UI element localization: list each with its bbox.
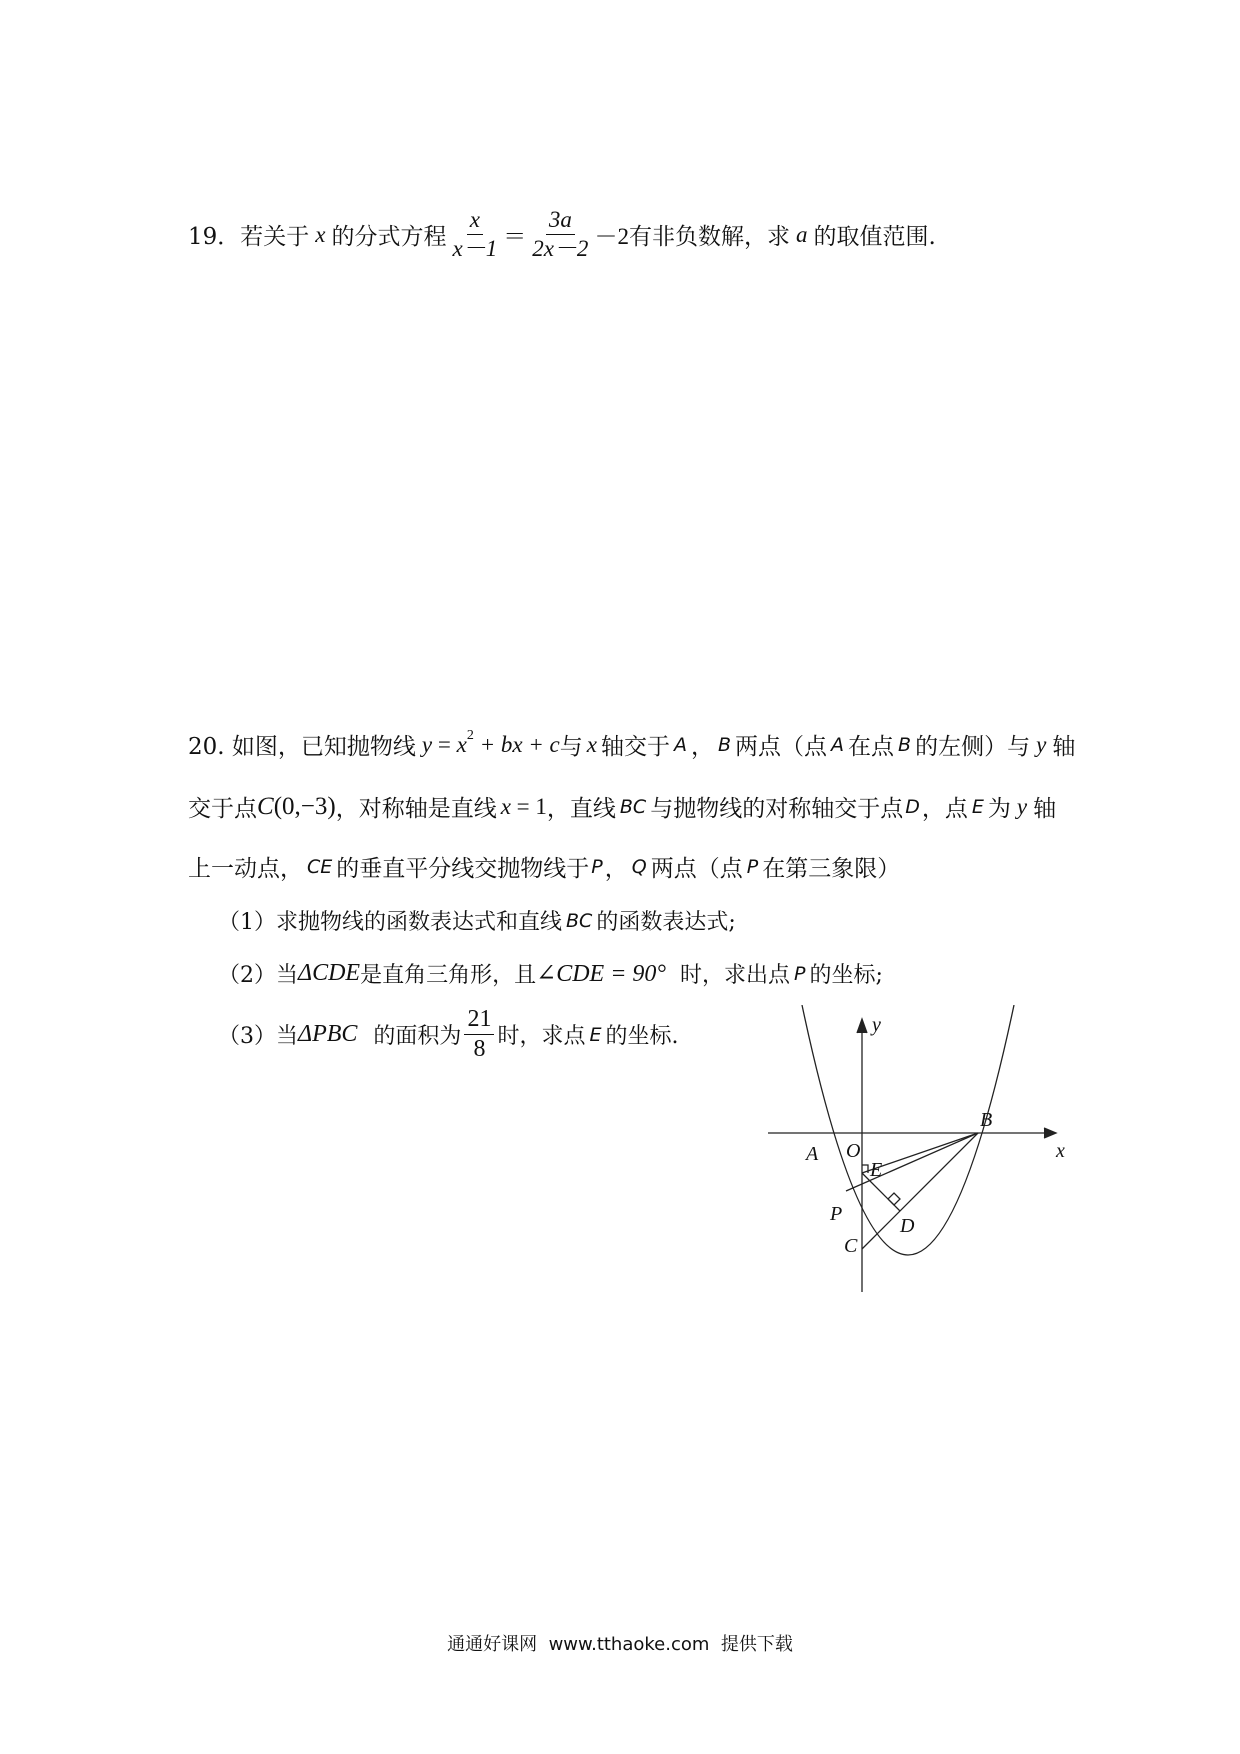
fraction-3a-over-2x-minus-2: $\frac{3a}{2x-2}$ xyxy=(532,207,589,262)
label-b: B xyxy=(980,1109,993,1131)
sub-question-2: （2）当 ΔCDE 是直角三角形，且 ∠CDE = 90° 时，求出点 P 的坐标; xyxy=(218,960,883,988)
label-a: A xyxy=(806,1143,819,1165)
label-o: O xyxy=(846,1140,861,1162)
label-c: C xyxy=(844,1235,858,1257)
label-y: y xyxy=(872,1014,881,1036)
page-footer: 通通好课网 www.tthaoke.com 提供下载 xyxy=(447,1634,793,1655)
question-number: 19． xyxy=(188,224,241,251)
sub-question-1: （1）求抛物线的函数表达式和直线 BC 的函数表达式; xyxy=(218,909,736,935)
label-p: P xyxy=(830,1203,843,1225)
parabola-figure xyxy=(760,1005,1080,1305)
question-19: 19． 若关于 x 的分式方程 $\frac{x}{x-1}$ ＝ $\frac{3a}{2x-2}$ －2 有非负数解，求 a 的取值范围. xyxy=(188,207,936,262)
label-d: D xyxy=(900,1215,915,1237)
label-e: E xyxy=(870,1159,883,1181)
y-axis-arrow xyxy=(857,1019,867,1033)
question-20-line-1: 20. 如图，已知抛物线 y = x 2 + bx + c 与 x 轴交于 A ， B 两点（点 A 在点 B 的左侧）与 y 轴 xyxy=(188,727,1076,760)
fraction-21-over-8: $\frac{21}{8}$ xyxy=(464,1007,494,1062)
line-bp xyxy=(846,1133,978,1191)
question-20-line-3: 上一动点， CE 的垂直平分线交抛物线于 P ， Q 两点（点 P 在第三象限） xyxy=(188,855,901,882)
label-x: x xyxy=(1056,1140,1065,1162)
sub-question-3: （3）当 ΔPBC 的面积为 $\frac{21}{8}$ 时，求点 E 的坐标. xyxy=(218,1006,679,1063)
x-axis-arrow xyxy=(1044,1128,1056,1138)
right-angle-mark xyxy=(888,1193,900,1205)
fraction-x-over-x-minus-1: $\frac{x}{x-1}$ xyxy=(452,207,498,262)
question-20-line-2: 交于点 C (0,−3) ，对称轴是直线 x = 1 ，直线 BC 与抛物线的对称轴交于点 D ，点 E 为 y 轴 xyxy=(188,792,1057,822)
